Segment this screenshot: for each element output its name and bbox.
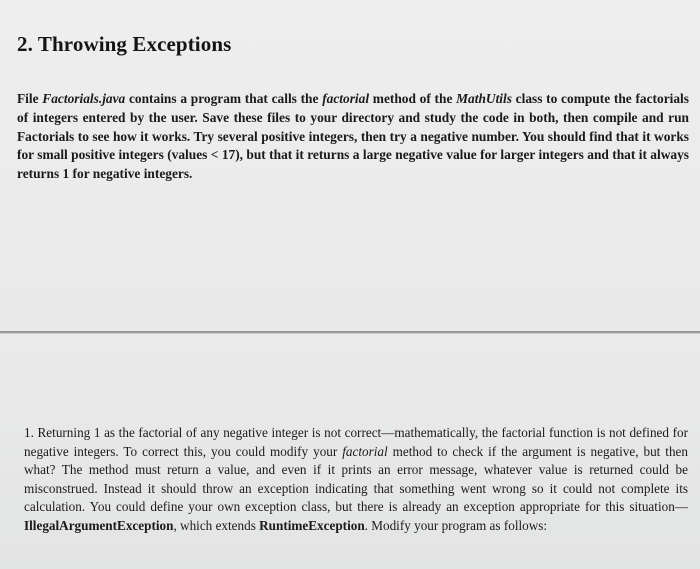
- intro-text-3: method of the: [369, 91, 457, 106]
- item-text-1: 1. Returning 1 as the factorial of any negative integer is not correct—mathematically, the factorial function is not defined for negative integers. To correct this, you could modify your: [24, 425, 688, 459]
- method-name: factorial: [322, 91, 370, 106]
- intro-text-1: File: [17, 91, 43, 106]
- instruction-item-1: [24, 424, 688, 536]
- exception-name-2: RuntimeException: [259, 517, 365, 533]
- item-text-2: method to check if the argument is negative, but then what? The method must return a value, and even if it prints an error message, whatever value is returned could be misconstrued. Instead it should throw an exception indicating that something went wrong so it could not complete its calculation. You could define your own exception class, but there is already an exception appropriate for this situation—: [24, 443, 689, 515]
- item-text-4: . Modify your program as follows:: [364, 517, 548, 533]
- exception-name-1: IllegalArgumentException: [24, 517, 174, 533]
- intro-paragraph: [17, 90, 689, 184]
- file-name: Factorials.java: [42, 91, 126, 106]
- intro-text-4: class to compute the factorials of integers entered by the user. Save these files to your directory and study the code in both, then compile and run Factorials to see how it works. Try several positive integers, then try a negative number. You should find that it works for small positive integers (values < 17), but that it returns a large negative value for larger integers and that it always returns 1 for negative integers.: [17, 91, 689, 182]
- section-heading: 2. Throwing Exceptions: [17, 32, 232, 56]
- item-text-3: , which extends: [173, 517, 260, 533]
- class-name: MathUtils: [456, 91, 512, 106]
- item-method-name: factorial: [342, 443, 388, 459]
- intro-text-2: contains a program that calls the: [125, 91, 323, 106]
